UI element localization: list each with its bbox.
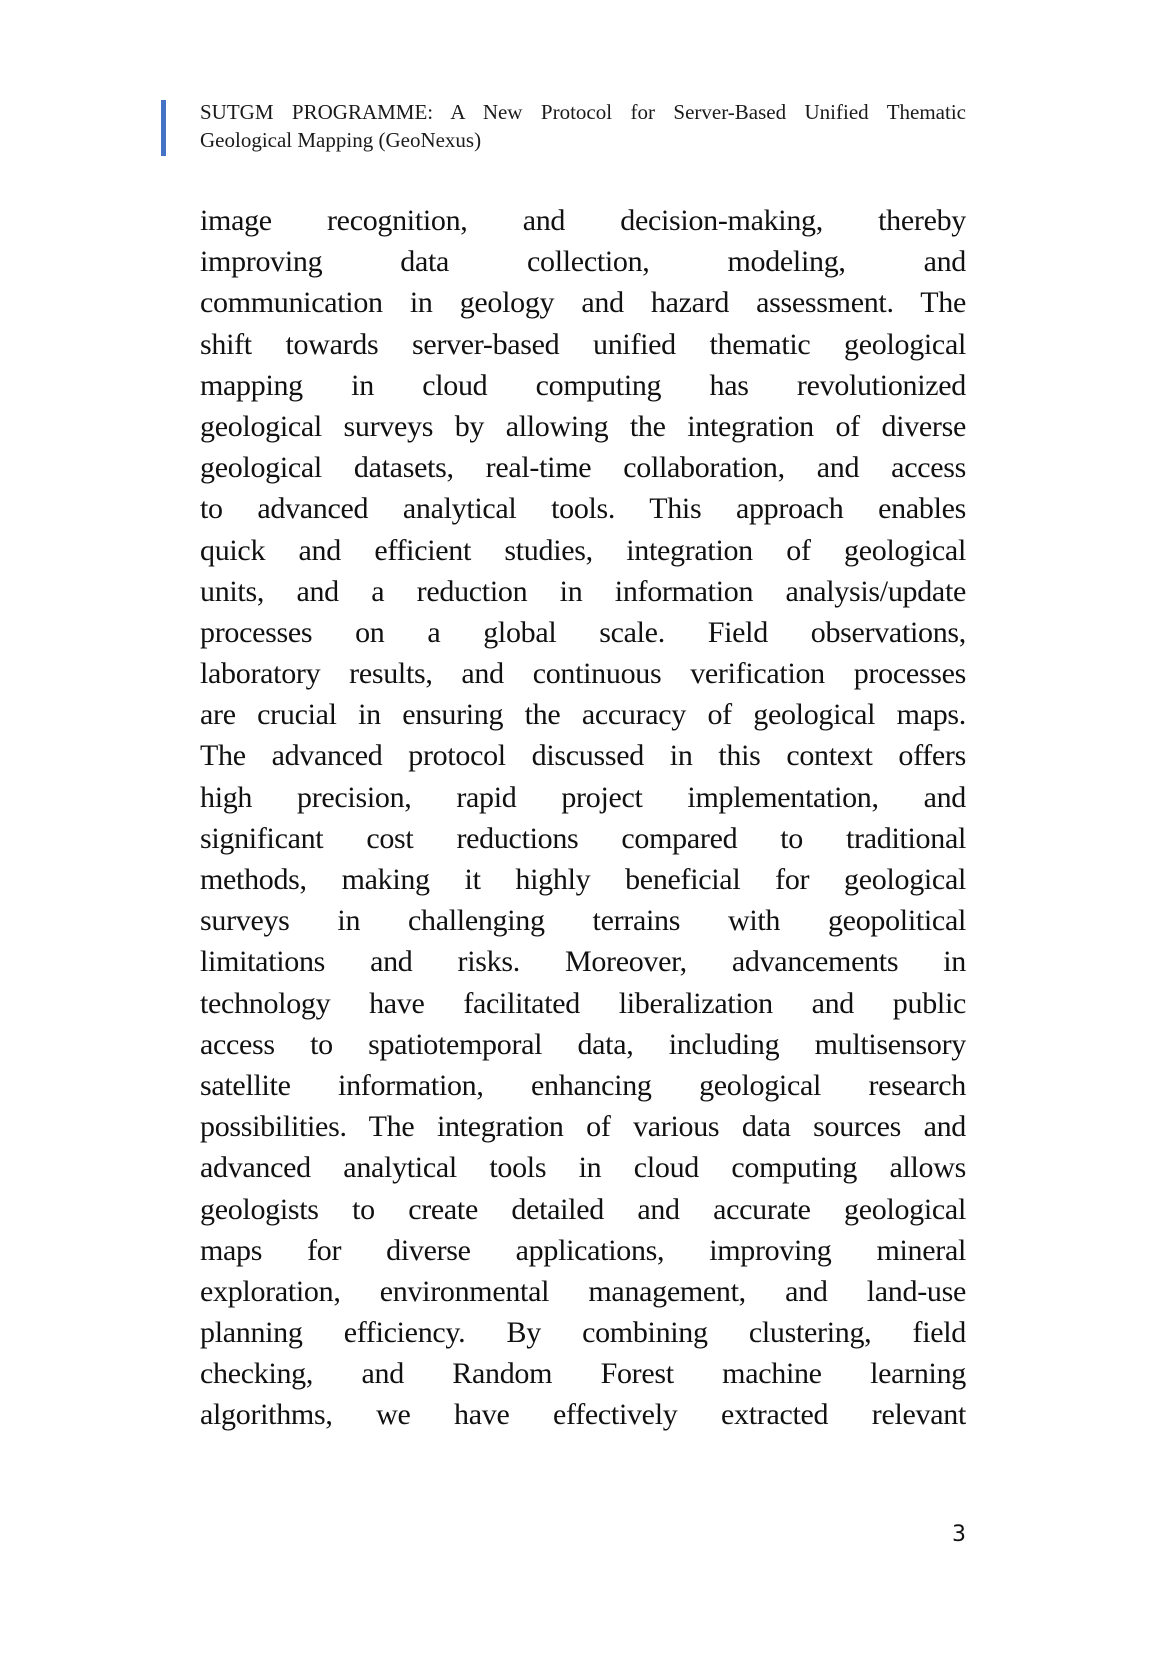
- running-header-line: Geological Mapping (GeoNexus): [200, 128, 482, 152]
- running-header: [200, 98, 966, 154]
- text-line: exploration, environmental management, and land-use: [200, 1274, 966, 1308]
- text-line: maps for diverse applications, improving mineral: [200, 1233, 966, 1267]
- header-accent-bar: [161, 100, 166, 156]
- text-line: geological surveys by allowing the integration of diverse: [200, 409, 966, 443]
- text-line: advanced analytical tools in cloud computing allows: [200, 1151, 966, 1185]
- text-line: satellite information, enhancing geological research: [200, 1068, 966, 1102]
- text-line: access to spatiotemporal data, including multisensory: [200, 1027, 966, 1061]
- text-line: units, and a reduction in information analysis/update: [200, 574, 966, 608]
- running-header-line: SUTGM PROGRAMME: A New Protocol for Server-Based Unified Thematic: [200, 100, 966, 124]
- text-line: limitations and risks. Moreover, advancements in: [200, 945, 966, 979]
- text-line: geologists to create detailed and accurate geological: [200, 1192, 966, 1226]
- text-line: improving data collection, modeling, and: [200, 245, 966, 279]
- text-line: shift towards server-based unified thematic geological: [200, 327, 966, 361]
- text-line: communication in geology and hazard assessment. The: [200, 286, 966, 320]
- text-line: The advanced protocol discussed in this context offers: [200, 739, 966, 773]
- text-line: checking, and Random Forest machine learning: [200, 1357, 966, 1391]
- body-paragraph: [200, 200, 966, 1436]
- text-line: surveys in challenging terrains with geopolitical: [200, 904, 966, 938]
- text-line: technology have facilitated liberalization and public: [200, 986, 966, 1020]
- text-line: possibilities. The integration of various data sources and: [200, 1110, 966, 1144]
- text-line: to advanced analytical tools. This approach enables: [200, 492, 966, 526]
- text-line: image recognition, and decision-making, thereby: [200, 204, 966, 237]
- text-line: high precision, rapid project implementation, and: [200, 780, 966, 814]
- text-line: mapping in cloud computing has revolutionized: [200, 368, 966, 402]
- page-number: 3: [952, 1522, 966, 1547]
- text-line: planning efficiency. By combining clustering, field: [200, 1316, 966, 1350]
- text-line: processes on a global scale. Field observations,: [200, 615, 966, 649]
- text-line: geological datasets, real-time collaboration, and access: [200, 451, 966, 485]
- text-line: laboratory results, and continuous verification processes: [200, 657, 966, 691]
- text-line: algorithms, we have effectively extracted relevant: [200, 1398, 966, 1432]
- text-line: are crucial in ensuring the accuracy of geological maps.: [200, 698, 966, 732]
- text-line: methods, making it highly beneficial for geological: [200, 863, 966, 896]
- text-line: quick and efficient studies, integration of geological: [200, 533, 966, 567]
- text-line: significant cost reductions compared to traditional: [200, 821, 966, 855]
